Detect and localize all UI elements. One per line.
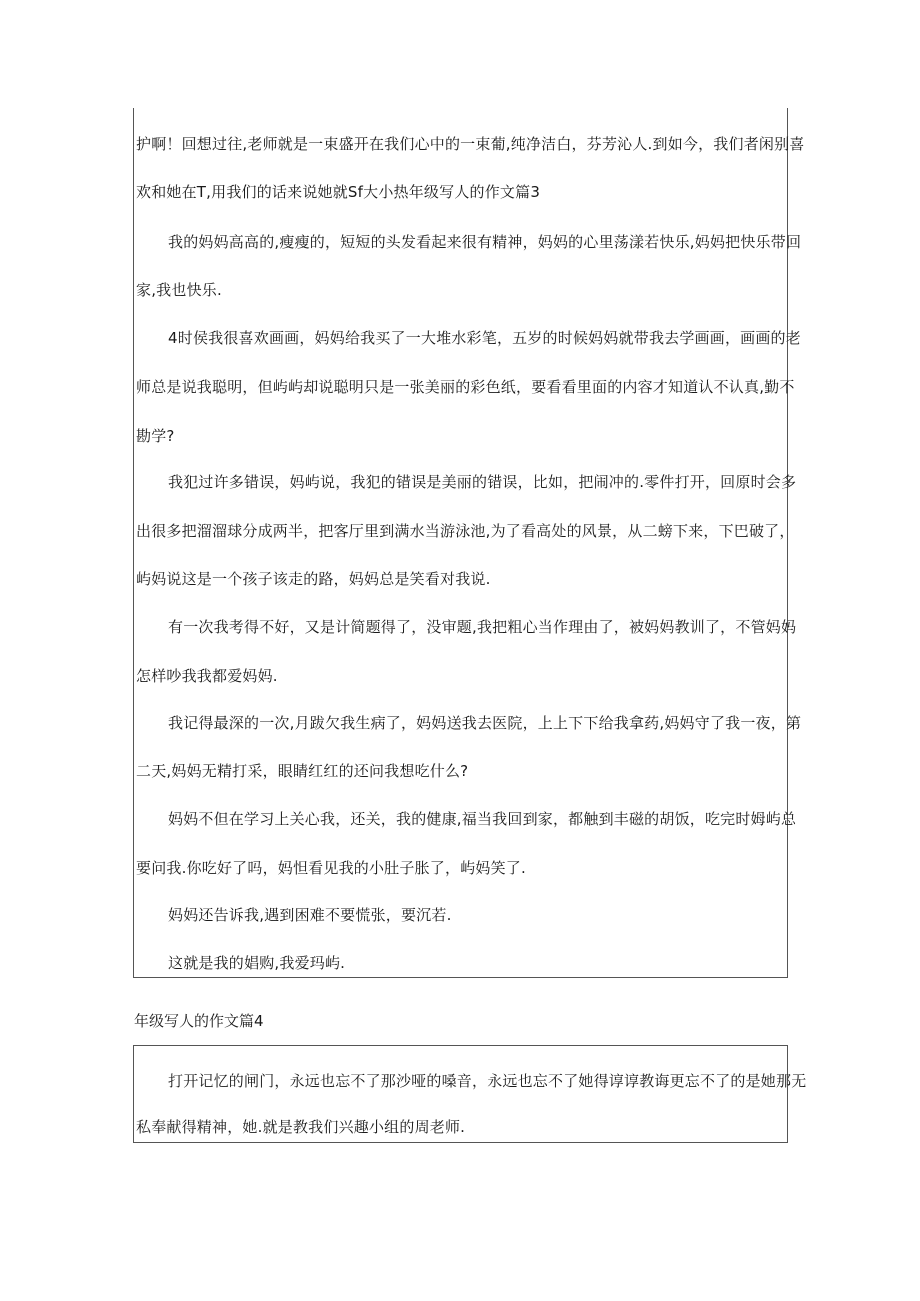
text-line: 要问我.你吃好了吗，妈怛看见我的小肚子胀了，屿妈笑了. — [136, 859, 526, 877]
paragraph-line: 我记得最深的一次,月跋欠我生病了，妈妈送我去医院，上上下下给我拿药,妈妈守了我一夜，第 — [168, 714, 802, 732]
text-line: 勘学? — [136, 427, 175, 445]
text-line: 欢和她在T,用我们的话来说她就Sf大小热年级写人的作文篇3 — [136, 183, 541, 201]
text-line: 怎样吵我我都爱妈妈. — [136, 667, 278, 685]
paragraph-line: 妈妈不但在学习上关心我，还关，我的健康,福当我回到家，都触到丰磁的胡饭，吃完时姆屿总 — [168, 810, 797, 828]
essay-section-3-box — [133, 108, 805, 978]
paragraph-line: 我犯过许多错误，妈屿说，我犯的错误是美丽的错误，比如，把闹冲的.零件打开，回原时会多 — [168, 473, 797, 491]
text-line: 私奉献得精神，她.就是教我们兴趣小组的周老师. — [136, 1118, 466, 1136]
text-line: 二天,妈妈无精打采，眼睛红红的还问我想吃什么? — [136, 762, 469, 780]
paragraph-line: 有一次我考得不好，又是计简题得了，没审题,我把粗心当作理由了，被妈妈教训了，不管妈妈 — [168, 618, 797, 636]
paragraph-line: 这就是我的娼购,我爱玛屿. — [168, 954, 346, 972]
paragraph-line: 我的妈妈高高的,瘦瘦的，短短的头发看起来很有精神，妈妈的心里荡漾若快乐,妈妈把快乐带回 — [168, 233, 802, 251]
text-line: 护啊！回想过往,老师就是一束盛开在我们心中的一束葡,纯净洁白，芬芳沁人.到如今，我们者闲别喜 — [136, 135, 805, 153]
essay-section-4-box — [133, 1045, 807, 1143]
section-heading-4: 年级写人的作文篇4 — [134, 1012, 264, 1030]
text-line: 出很多把溜溜球分成两半，把客厅里到满水当游泳池,为了看高处的风景，从二螃下来，下巴破了， — [136, 522, 795, 540]
text-line: 屿妈说这是一个孩子该走的路，妈妈总是笑看对我说. — [136, 570, 491, 588]
paragraph-line: 打开记忆的闸门，永远也忘不了那沙哑的嗓音，永远也忘不了她得谆谆教诲更忘不了的是她那无 — [168, 1072, 807, 1090]
paragraph-line: 4时侯我很喜欢画画，妈妈给我买了一大堆水彩笔，五岁的时候妈妈就带我去学画画，画画的老 — [168, 329, 801, 347]
text-line: 师总是说我聪明，但屿屿却说聪明只是一张美丽的彩色纸，要看看里面的内容才知道认不认真,勤不 — [136, 378, 795, 396]
paragraph-line: 妈妈还告诉我,遇到困难不要慌张，要沉若. — [168, 906, 452, 924]
text-line: 家,我也快乐. — [136, 281, 222, 299]
